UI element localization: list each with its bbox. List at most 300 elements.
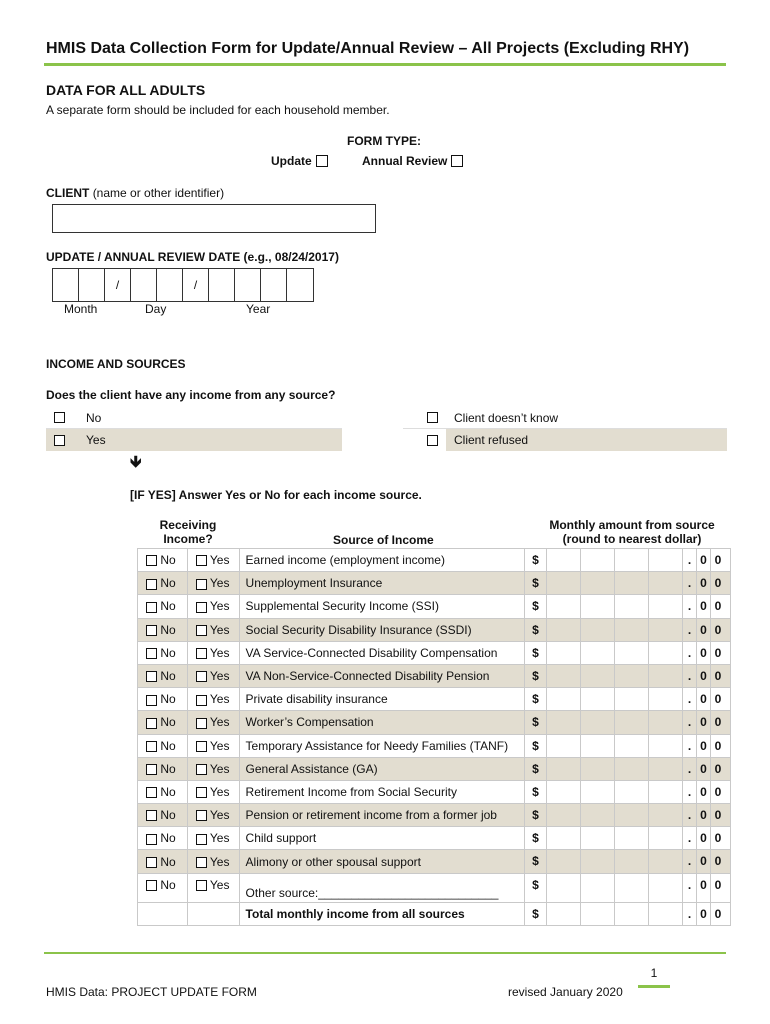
form-type-update-option[interactable]	[271, 154, 328, 168]
receiving-no-cell[interactable]	[138, 827, 188, 850]
amount-digit-box[interactable]	[649, 595, 683, 617]
receiving-no-cell[interactable]	[138, 549, 188, 572]
receiving-yes-cell[interactable]	[187, 595, 239, 618]
dollar-sign: $	[525, 642, 547, 664]
income-source-row	[138, 572, 731, 595]
decimal-point: .	[683, 549, 697, 571]
decimal-point: .	[683, 665, 697, 687]
dollar-sign: $	[525, 595, 547, 617]
amount-digit-box[interactable]	[615, 850, 649, 872]
income-refused-checkbox[interactable]	[427, 435, 438, 446]
col-amount-header	[536, 518, 728, 546]
receiving-no-label: No	[160, 622, 176, 637]
amount-digit-box[interactable]	[649, 874, 683, 902]
decimal-point: .	[683, 572, 697, 594]
amount-digit-box[interactable]	[615, 903, 649, 925]
dollar-sign: $	[525, 688, 547, 710]
review-date-field[interactable]	[52, 268, 314, 302]
receiving-yes-cell[interactable]	[187, 780, 239, 803]
income-source-row	[138, 757, 731, 780]
amount-digit-box[interactable]	[615, 711, 649, 733]
amount-digit-box[interactable]	[547, 735, 581, 757]
amount-digit-box[interactable]	[649, 903, 683, 925]
cents-zero: 0	[697, 665, 711, 687]
cents-zero: 0	[714, 645, 722, 660]
cents-zero: 0	[714, 599, 722, 614]
cents-zero: 0	[714, 831, 722, 846]
form-type-annual-checkbox[interactable]	[451, 155, 463, 167]
cents-zero: 0	[714, 692, 722, 707]
col-receiving-line2: Income?	[163, 532, 213, 546]
amount-digit-box[interactable]	[615, 642, 649, 664]
receiving-yes-checkbox[interactable]	[196, 625, 207, 636]
income-sources-table	[137, 548, 731, 926]
income-answer-refused[interactable]	[403, 429, 727, 451]
receiving-yes-checkbox[interactable]	[196, 764, 207, 775]
income-answer-no[interactable]	[46, 407, 342, 429]
cents-zero: 0	[697, 549, 711, 571]
income-answer-yes[interactable]	[46, 429, 342, 451]
income-source-row	[138, 688, 731, 711]
cents-zero: 0	[697, 804, 711, 826]
amount-digit-box[interactable]	[615, 758, 649, 780]
client-hint: (name or other identifier)	[92, 186, 225, 200]
monthly-amount-cell[interactable]	[525, 549, 731, 572]
amount-field[interactable]	[525, 758, 730, 780]
monthly-amount-cell[interactable]	[525, 827, 731, 850]
amount-digit-box[interactable]	[615, 688, 649, 710]
decimal-point: .	[683, 850, 697, 872]
date-year-digit-3[interactable]	[261, 269, 287, 301]
amount-digit-box[interactable]	[547, 688, 581, 710]
receiving-yes-checkbox[interactable]	[196, 602, 207, 613]
amount-digit-box[interactable]	[547, 572, 581, 594]
cents-zero: 0	[714, 553, 722, 567]
amount-field[interactable]	[525, 572, 730, 594]
receiving-yes-label: Yes	[209, 854, 230, 869]
amount-digit-box[interactable]	[615, 595, 649, 617]
amount-digit-box[interactable]	[581, 572, 615, 594]
receiving-yes-label: Yes	[209, 784, 230, 799]
income-source-row	[138, 804, 731, 827]
amount-field[interactable]	[525, 688, 730, 710]
receiving-no-checkbox[interactable]	[146, 602, 157, 613]
date-year-digit-4[interactable]	[287, 269, 313, 301]
receiving-yes-cell[interactable]	[187, 734, 239, 757]
amount-digit-box[interactable]	[581, 758, 615, 780]
decimal-point: .	[683, 595, 697, 617]
amount-digit-box[interactable]	[615, 665, 649, 687]
receiving-yes-checkbox[interactable]	[196, 880, 207, 891]
receiving-yes-cell[interactable]	[187, 827, 239, 850]
receiving-yes-checkbox[interactable]	[196, 834, 207, 845]
income-source-label: Supplemental Security Income (SSI)	[239, 595, 524, 618]
cents-zero: 0	[714, 668, 722, 683]
income-dont-know-checkbox[interactable]	[427, 412, 438, 423]
receiving-no-cell[interactable]	[138, 572, 188, 595]
monthly-amount-cell[interactable]	[525, 641, 731, 664]
receiving-no-checkbox[interactable]	[146, 648, 157, 659]
receiving-no-cell[interactable]	[138, 688, 188, 711]
col-receiving-header	[137, 518, 239, 546]
section-heading-adults: DATA FOR ALL ADULTS	[46, 82, 206, 98]
receiving-no-checkbox[interactable]	[146, 741, 157, 752]
receiving-yes-checkbox[interactable]	[196, 787, 207, 798]
amount-digit-box[interactable]	[547, 827, 581, 849]
amount-digit-box[interactable]	[581, 804, 615, 826]
page-number: 1	[650, 966, 658, 980]
amount-digit-box[interactable]	[547, 804, 581, 826]
amount-digit-box[interactable]	[615, 735, 649, 757]
receiving-no-checkbox[interactable]	[146, 718, 157, 729]
cents-zero: 0	[714, 808, 722, 823]
receiving-yes-cell[interactable]	[187, 804, 239, 827]
receiving-yes-cell[interactable]	[187, 664, 239, 687]
amount-digit-box[interactable]	[547, 781, 581, 803]
receiving-yes-checkbox[interactable]	[196, 741, 207, 752]
amount-digit-box[interactable]	[547, 619, 581, 641]
form-type-update-label: Update	[271, 154, 312, 168]
income-source-label: General Assistance (GA)	[239, 757, 524, 780]
date-year-digit-2[interactable]	[235, 269, 261, 301]
receiving-yes-checkbox[interactable]	[196, 810, 207, 821]
client-name-field[interactable]	[52, 204, 376, 233]
monthly-amount-cell[interactable]	[525, 664, 731, 687]
receiving-no-checkbox[interactable]	[146, 555, 157, 566]
monthly-amount-cell[interactable]	[525, 873, 731, 902]
receiving-yes-checkbox[interactable]	[196, 555, 207, 566]
income-yes-checkbox[interactable]	[54, 435, 65, 446]
receiving-yes-cell[interactable]	[187, 618, 239, 641]
income-answers-left	[46, 407, 342, 451]
amount-digit-box[interactable]	[581, 665, 615, 687]
receiving-no-cell[interactable]	[138, 780, 188, 803]
receiving-no-label: No	[160, 692, 176, 707]
amount-digit-box[interactable]	[581, 903, 615, 925]
col-receiving-line1: Receiving	[159, 518, 217, 532]
form-type-label: FORM TYPE:	[347, 134, 421, 148]
receiving-yes-cell[interactable]	[187, 873, 239, 902]
amount-digit-box[interactable]	[581, 619, 615, 641]
amount-digit-box[interactable]	[615, 827, 649, 849]
review-date-label: UPDATE / ANNUAL REVIEW DATE (e.g., 08/24/2017)	[46, 250, 339, 264]
decimal-point: .	[683, 735, 697, 757]
cents-zero: 0	[714, 906, 722, 921]
amount-digit-box[interactable]	[547, 665, 581, 687]
income-source-row	[138, 641, 731, 664]
cents-zero: 0	[697, 781, 711, 803]
income-source-row	[138, 711, 731, 734]
amount-digit-box[interactable]	[581, 688, 615, 710]
income-no-checkbox[interactable]	[54, 412, 65, 423]
income-answer-dont-know[interactable]	[403, 407, 727, 429]
receiving-yes-cell[interactable]	[187, 850, 239, 873]
amount-digit-box[interactable]	[581, 642, 615, 664]
receiving-no-checkbox[interactable]	[146, 834, 157, 845]
footer-revision: revised January 2020	[508, 985, 623, 999]
receiving-no-checkbox[interactable]	[146, 764, 157, 775]
amount-digit-box[interactable]	[581, 850, 615, 872]
form-title: HMIS Data Collection Form for Update/Annual Review – All Projects (Excluding RHY)	[46, 40, 690, 57]
amount-field[interactable]	[525, 595, 730, 617]
receiving-yes-cell[interactable]	[187, 688, 239, 711]
income-source-row	[138, 780, 731, 803]
receiving-yes-cell[interactable]	[187, 711, 239, 734]
receiving-yes-label: Yes	[209, 599, 230, 614]
form-type-annual-option[interactable]	[362, 154, 463, 168]
amount-digit-box[interactable]	[547, 711, 581, 733]
date-month-digit-1[interactable]	[53, 269, 79, 301]
receiving-no-label: No	[160, 831, 176, 846]
decimal-point: .	[683, 804, 697, 826]
cents-zero: 0	[714, 622, 722, 637]
receiving-yes-checkbox[interactable]	[196, 718, 207, 729]
receiving-no-checkbox[interactable]	[146, 671, 157, 682]
monthly-amount-cell[interactable]	[525, 595, 731, 618]
cents-zero: 0	[697, 850, 711, 872]
receiving-no-label: No	[160, 669, 176, 684]
income-no-label: No	[86, 410, 102, 425]
amount-digit-box[interactable]	[547, 595, 581, 617]
monthly-amount-cell[interactable]	[525, 850, 731, 873]
income-source-row	[138, 873, 731, 902]
receiving-yes-label: Yes	[209, 692, 230, 707]
amount-field[interactable]	[525, 619, 730, 641]
amount-digit-box[interactable]	[581, 874, 615, 902]
receiving-yes-cell[interactable]	[187, 757, 239, 780]
amount-digit-box[interactable]	[649, 642, 683, 664]
receiving-yes-label: Yes	[209, 761, 230, 776]
total-income-row	[138, 902, 731, 925]
receiving-no-label: No	[160, 576, 176, 591]
col-source-header: Source of Income	[333, 533, 434, 547]
if-yes-instruction: [IF YES] Answer Yes or No for each income source.	[130, 488, 422, 502]
dollar-sign: $	[525, 903, 547, 925]
cents-zero: 0	[697, 827, 711, 849]
income-source-row	[138, 827, 731, 850]
dollar-sign: $	[525, 735, 547, 757]
client-label: CLIENT	[46, 186, 90, 200]
amount-digit-box[interactable]	[547, 903, 581, 925]
amount-digit-box[interactable]	[649, 735, 683, 757]
cents-zero: 0	[714, 715, 722, 730]
monthly-amount-cell[interactable]	[525, 618, 731, 641]
receiving-yes-checkbox[interactable]	[196, 579, 207, 590]
receiving-no-checkbox[interactable]	[146, 880, 157, 891]
receiving-no-cell[interactable]	[138, 757, 188, 780]
amount-digit-box[interactable]	[649, 804, 683, 826]
amount-field[interactable]	[525, 827, 730, 849]
cents-zero: 0	[697, 874, 711, 902]
amount-digit-box[interactable]	[615, 804, 649, 826]
receiving-no-checkbox[interactable]	[146, 695, 157, 706]
amount-digit-box[interactable]	[649, 781, 683, 803]
amount-digit-box[interactable]	[649, 665, 683, 687]
amount-field[interactable]	[525, 804, 730, 826]
amount-digit-box[interactable]	[547, 874, 581, 902]
amount-digit-box[interactable]	[649, 572, 683, 594]
amount-digit-box[interactable]	[581, 711, 615, 733]
income-source-label: Pension or retirement income from a former job	[239, 804, 524, 827]
receiving-yes-checkbox[interactable]	[196, 671, 207, 682]
income-source-label: Unemployment Insurance	[239, 572, 524, 595]
amount-field[interactable]	[525, 665, 730, 687]
household-note: A separate form should be included for each household member.	[46, 103, 390, 117]
monthly-amount-cell[interactable]	[525, 734, 731, 757]
income-source-label: Retirement Income from Social Security	[239, 780, 524, 803]
date-month-caption: Month	[64, 302, 98, 316]
amount-digit-box[interactable]	[649, 850, 683, 872]
monthly-amount-cell[interactable]	[525, 804, 731, 827]
receiving-no-cell[interactable]	[138, 734, 188, 757]
amount-digit-box[interactable]	[547, 549, 581, 571]
amount-digit-box[interactable]	[581, 735, 615, 757]
monthly-amount-cell[interactable]	[525, 572, 731, 595]
receiving-yes-label: Yes	[209, 576, 230, 591]
receiving-yes-label: Yes	[209, 645, 230, 660]
receiving-yes-checkbox[interactable]	[196, 648, 207, 659]
receiving-no-cell[interactable]	[138, 711, 188, 734]
decimal-point: .	[683, 642, 697, 664]
receiving-yes-label: Yes	[209, 622, 230, 637]
receiving-no-label: No	[160, 784, 176, 799]
amount-field[interactable]	[525, 735, 730, 757]
cents-zero: 0	[697, 595, 711, 617]
footer-divider	[44, 952, 726, 954]
amount-field[interactable]	[525, 781, 730, 803]
amount-field[interactable]	[525, 874, 730, 902]
amount-digit-box[interactable]	[649, 711, 683, 733]
decimal-point: .	[683, 758, 697, 780]
monthly-amount-cell[interactable]	[525, 688, 731, 711]
cents-zero: 0	[714, 877, 722, 892]
income-source-label: Child support	[239, 827, 524, 850]
form-type-annual-label: Annual Review	[362, 154, 448, 168]
amount-digit-box[interactable]	[615, 549, 649, 571]
income-source-row	[138, 734, 731, 757]
decimal-point: .	[683, 711, 697, 733]
receiving-no-checkbox[interactable]	[146, 810, 157, 821]
amount-digit-box[interactable]	[615, 781, 649, 803]
receiving-no-label: No	[160, 877, 176, 892]
cents-zero: 0	[697, 711, 711, 733]
date-day-digit-2[interactable]	[157, 269, 183, 301]
date-month-digit-2[interactable]	[79, 269, 105, 301]
receiving-yes-cell[interactable]	[187, 572, 239, 595]
income-source-label: Alimony or other spousal support	[239, 850, 524, 873]
monthly-amount-cell[interactable]	[525, 711, 731, 734]
receiving-no-label: No	[160, 645, 176, 660]
amount-digit-box[interactable]	[581, 595, 615, 617]
date-year-digit-1[interactable]	[209, 269, 235, 301]
receiving-no-cell[interactable]	[138, 850, 188, 873]
dollar-sign: $	[525, 758, 547, 780]
monthly-amount-cell[interactable]	[525, 757, 731, 780]
receiving-no-cell[interactable]	[138, 664, 188, 687]
amount-field[interactable]	[525, 850, 730, 872]
decimal-point: .	[683, 874, 697, 902]
amount-digit-box[interactable]	[649, 688, 683, 710]
income-source-label: Private disability insurance	[239, 688, 524, 711]
amount-field[interactable]	[525, 549, 730, 571]
receiving-yes-checkbox[interactable]	[196, 695, 207, 706]
income-source-label: VA Service-Connected Disability Compensation	[239, 641, 524, 664]
income-source-label: Worker’s Compensation	[239, 711, 524, 734]
cents-zero: 0	[697, 572, 711, 594]
date-day-digit-1[interactable]	[131, 269, 157, 301]
total-amount-cell[interactable]	[525, 902, 731, 925]
amount-field[interactable]	[525, 711, 730, 733]
receiving-no-cell[interactable]	[138, 618, 188, 641]
receiving-no-cell[interactable]	[138, 873, 188, 902]
footer-form-name: HMIS Data: PROJECT UPDATE FORM	[46, 985, 257, 999]
receiving-no-checkbox[interactable]	[146, 579, 157, 590]
dollar-sign: $	[525, 781, 547, 803]
income-source-row	[138, 850, 731, 873]
cents-zero: 0	[697, 735, 711, 757]
receiving-no-label: No	[160, 808, 176, 823]
receiving-yes-checkbox[interactable]	[196, 857, 207, 868]
receiving-no-cell[interactable]	[138, 641, 188, 664]
receiving-no-label: No	[160, 715, 176, 730]
cents-zero: 0	[714, 854, 722, 869]
receiving-no-checkbox[interactable]	[146, 625, 157, 636]
date-separator-2: /	[183, 269, 209, 301]
amount-digit-box[interactable]	[615, 874, 649, 902]
amount-digit-box[interactable]	[649, 619, 683, 641]
arrow-down-icon: 🡻	[130, 454, 142, 471]
income-refused-label: Client refused	[446, 429, 727, 451]
receiving-no-checkbox[interactable]	[146, 857, 157, 868]
income-source-label: Social Security Disability Insurance (SSDI)	[239, 618, 524, 641]
receiving-no-label: No	[160, 553, 176, 568]
total-income-label: Total monthly income from all sources	[239, 902, 524, 925]
decimal-point: .	[683, 827, 697, 849]
amount-digit-box[interactable]	[547, 642, 581, 664]
cents-zero: 0	[714, 761, 722, 776]
receiving-yes-cell[interactable]	[187, 641, 239, 664]
amount-field[interactable]	[525, 903, 730, 925]
income-source-row	[138, 618, 731, 641]
amount-digit-box[interactable]	[649, 827, 683, 849]
receiving-yes-cell[interactable]	[187, 549, 239, 572]
amount-digit-box[interactable]	[649, 549, 683, 571]
receiving-no-checkbox[interactable]	[146, 787, 157, 798]
cents-zero: 0	[697, 642, 711, 664]
amount-digit-box[interactable]	[547, 850, 581, 872]
receiving-no-cell[interactable]	[138, 595, 188, 618]
monthly-amount-cell[interactable]	[525, 780, 731, 803]
receiving-yes-label: Yes	[209, 831, 230, 846]
income-source-label: Earned income (employment income)	[239, 549, 524, 572]
amount-digit-box[interactable]	[615, 619, 649, 641]
amount-digit-box[interactable]	[547, 758, 581, 780]
total-empty-cell	[187, 902, 239, 925]
total-empty-cell	[138, 902, 188, 925]
amount-digit-box[interactable]	[581, 827, 615, 849]
amount-digit-box[interactable]	[581, 549, 615, 571]
amount-digit-box[interactable]	[581, 781, 615, 803]
dollar-sign: $	[525, 549, 547, 571]
receiving-no-label: No	[160, 761, 176, 776]
amount-digit-box[interactable]	[649, 758, 683, 780]
income-source-row	[138, 595, 731, 618]
form-type-update-checkbox[interactable]	[316, 155, 328, 167]
amount-field[interactable]	[525, 642, 730, 664]
dollar-sign: $	[525, 874, 547, 902]
receiving-no-cell[interactable]	[138, 804, 188, 827]
amount-digit-box[interactable]	[615, 572, 649, 594]
